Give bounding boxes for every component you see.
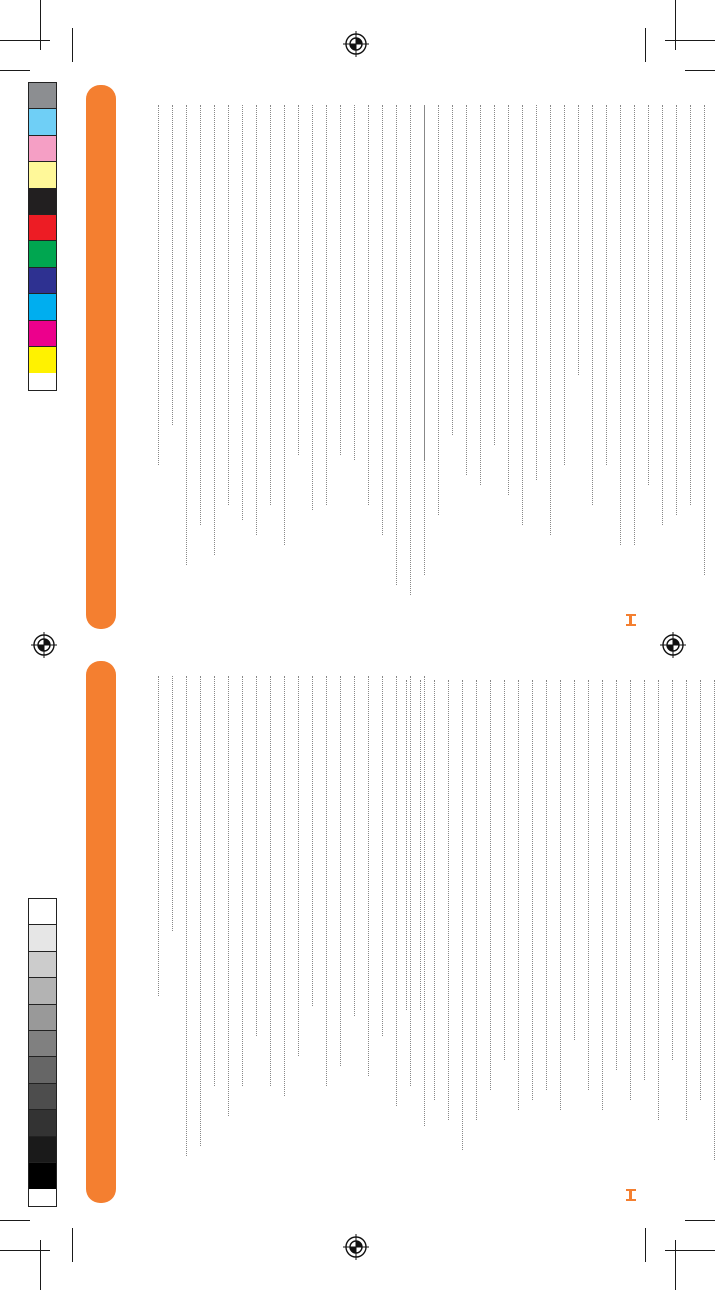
color-swatch <box>29 294 56 320</box>
text-line-placeholder <box>522 105 523 525</box>
text-line-placeholder <box>518 680 519 1110</box>
text-line-placeholder <box>368 105 369 505</box>
text-line-placeholder <box>420 680 421 1010</box>
text-line-placeholder <box>172 105 173 425</box>
text-line-placeholder <box>508 105 509 495</box>
crop-mark-bottom-right-v <box>675 1240 676 1290</box>
text-line-placeholder <box>630 680 631 1100</box>
text-line-placeholder <box>532 680 533 1100</box>
text-line-placeholder <box>690 105 691 505</box>
text-line-placeholder <box>228 676 229 1116</box>
color-swatch <box>29 83 56 109</box>
text-line-placeholder <box>200 105 201 525</box>
text-line-placeholder <box>620 105 621 545</box>
crop-mark-bottom-right-h <box>665 1250 715 1251</box>
text-line-placeholder <box>312 105 313 510</box>
text-line-placeholder <box>312 676 313 1006</box>
registration-mark-left-icon <box>31 632 57 658</box>
color-swatch <box>29 162 56 188</box>
text-line-placeholder <box>158 105 159 465</box>
crop-mark-bottom-left-v2 <box>72 1228 73 1262</box>
gray-swatch <box>29 978 56 1004</box>
text-line-placeholder <box>298 105 299 455</box>
text-line-placeholder <box>588 680 589 1090</box>
text-line-placeholder <box>340 676 341 1066</box>
registration-mark-right-icon <box>660 632 686 658</box>
crop-mark-bottom-right-h2 <box>685 1220 715 1221</box>
text-line-placeholder <box>424 105 425 460</box>
text-line-placeholder <box>354 676 355 1016</box>
text-line-placeholder <box>298 676 299 1056</box>
text-line-placeholder <box>504 680 505 1060</box>
text-line-placeholder <box>658 680 659 1120</box>
text-line-placeholder <box>606 105 607 465</box>
text-line-placeholder <box>578 105 579 375</box>
gray-swatch <box>29 1110 56 1136</box>
text-line-placeholder <box>592 105 593 505</box>
text-line-placeholder <box>326 676 327 1086</box>
color-swatch <box>29 268 56 294</box>
gray-swatch <box>29 899 56 925</box>
upper-page-folio-icon <box>626 614 636 626</box>
text-line-placeholder <box>382 676 383 1036</box>
gray-swatch <box>29 952 56 978</box>
color-swatch <box>29 215 56 241</box>
text-line-placeholder <box>214 676 215 1086</box>
text-line-placeholder <box>340 105 341 455</box>
crop-mark-top-right-v2 <box>645 28 646 62</box>
text-line-placeholder <box>200 676 201 1146</box>
color-swatch <box>29 321 56 347</box>
text-line-placeholder <box>536 105 537 480</box>
text-line-placeholder <box>172 676 173 931</box>
text-line-placeholder <box>564 105 565 465</box>
text-line-placeholder <box>256 105 257 535</box>
crop-mark-top-right-v <box>675 0 676 50</box>
text-line-placeholder <box>242 105 243 520</box>
text-line-placeholder <box>424 676 425 1126</box>
lower-page-side-panel <box>86 661 116 1203</box>
text-line-placeholder <box>672 680 673 1060</box>
text-line-placeholder <box>256 676 257 1036</box>
text-line-placeholder <box>284 105 285 545</box>
gray-swatch <box>29 1137 56 1163</box>
text-line-placeholder <box>644 680 645 1080</box>
crop-mark-top-left-h <box>0 40 50 41</box>
color-swatch <box>29 189 56 215</box>
text-line-placeholder <box>448 680 449 1120</box>
text-line-placeholder <box>186 105 187 565</box>
text-line-placeholder <box>354 105 355 460</box>
text-line-placeholder <box>700 680 701 1100</box>
text-line-placeholder <box>186 676 187 1156</box>
text-line-placeholder <box>284 676 285 1096</box>
text-line-placeholder <box>602 680 603 1110</box>
grayscale-control-strip <box>28 898 57 1207</box>
text-line-placeholder <box>270 676 271 1086</box>
lower-page-folio-icon <box>626 1189 636 1201</box>
text-line-placeholder <box>396 676 397 1106</box>
crop-mark-bottom-left-v <box>40 1240 41 1290</box>
text-line-placeholder <box>616 680 617 1070</box>
crop-mark-bottom-right-v2 <box>645 1228 646 1262</box>
text-line-placeholder <box>676 105 677 515</box>
gray-swatch <box>29 1005 56 1031</box>
text-line-placeholder <box>686 680 687 1120</box>
text-line-placeholder <box>560 680 561 1110</box>
text-line-placeholder <box>242 676 243 1086</box>
text-line-placeholder <box>434 680 435 1100</box>
text-line-placeholder <box>410 105 411 435</box>
text-line-placeholder <box>550 105 551 535</box>
crop-mark-top-right-h2 <box>685 70 715 71</box>
registration-mark-bottom-icon <box>343 1234 369 1260</box>
text-line-placeholder <box>704 105 705 575</box>
gray-swatch <box>29 1057 56 1083</box>
crop-mark-top-left-v2 <box>72 28 73 62</box>
text-line-placeholder <box>662 105 663 525</box>
text-line-placeholder <box>494 105 495 445</box>
gray-swatch <box>29 925 56 951</box>
text-line-placeholder <box>396 105 397 585</box>
text-line-placeholder <box>634 105 635 545</box>
text-line-placeholder <box>648 105 649 485</box>
text-line-placeholder <box>438 105 439 515</box>
text-line-placeholder <box>326 105 327 505</box>
text-line-placeholder <box>368 676 369 1076</box>
color-control-strip <box>28 82 57 391</box>
registration-mark-top-icon <box>343 31 369 57</box>
text-line-placeholder <box>490 680 491 1090</box>
text-line-placeholder <box>406 680 407 1010</box>
text-line-placeholder <box>228 105 229 505</box>
text-line-placeholder <box>476 680 477 1120</box>
text-line-placeholder <box>462 680 463 1150</box>
text-line-placeholder <box>480 105 481 485</box>
text-line-placeholder <box>546 680 547 1090</box>
crop-mark-top-left-v <box>40 0 41 50</box>
color-swatch <box>29 136 56 162</box>
color-swatch <box>29 347 56 373</box>
crop-mark-bottom-left-h2 <box>0 1220 30 1221</box>
crop-mark-top-left-h2 <box>0 70 30 71</box>
text-line-placeholder <box>466 105 467 475</box>
gray-swatch <box>29 1084 56 1110</box>
text-line-placeholder <box>214 105 215 555</box>
color-swatch <box>29 109 56 135</box>
crop-mark-top-right-h <box>665 40 715 41</box>
text-line-placeholder <box>410 676 411 1086</box>
text-line-placeholder <box>270 105 271 505</box>
gray-swatch <box>29 1031 56 1057</box>
upper-page-side-panel <box>86 85 116 629</box>
text-line-placeholder <box>452 105 453 435</box>
color-swatch <box>29 241 56 267</box>
text-line-placeholder <box>382 105 383 535</box>
text-line-placeholder <box>574 680 575 1040</box>
text-line-placeholder <box>158 676 159 996</box>
gray-swatch <box>29 1163 56 1189</box>
crop-mark-bottom-left-h <box>0 1250 50 1251</box>
